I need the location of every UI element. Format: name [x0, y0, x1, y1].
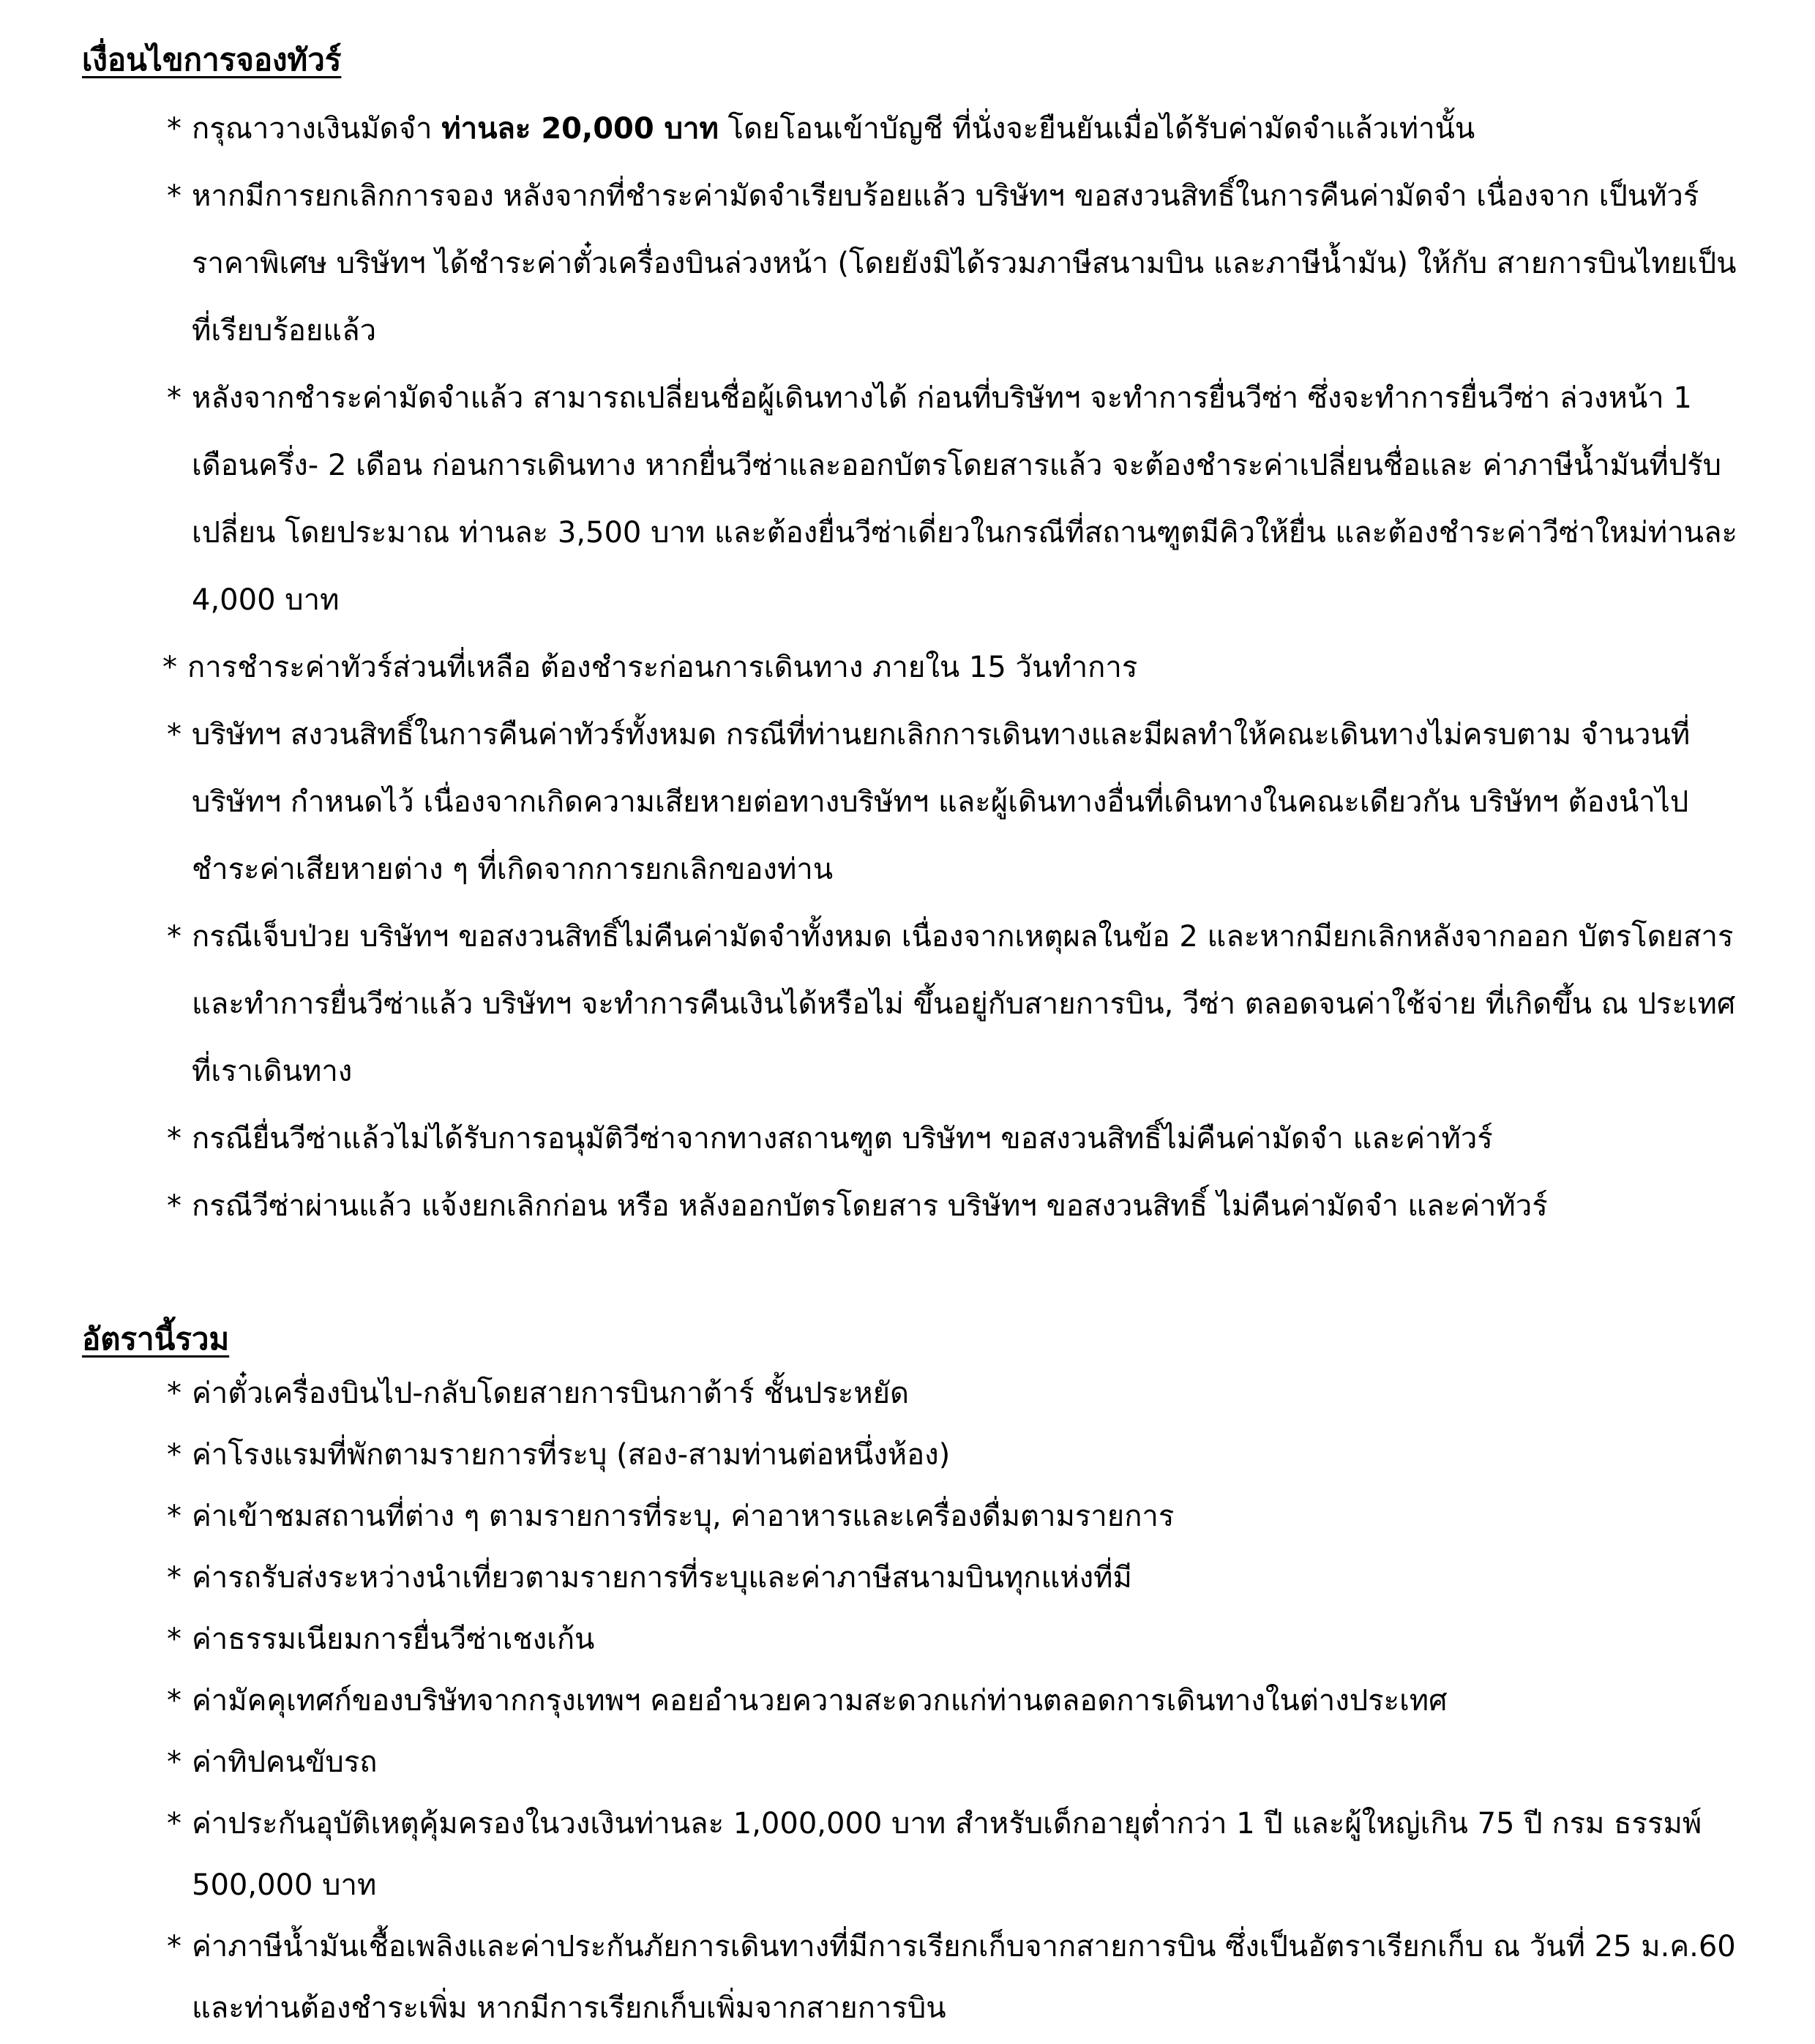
bullet-marker: *	[167, 1500, 182, 1533]
condition-visa-rejected-text: กรณียื่นวีซ่าแล้วไม่ได้รับการอนุมัติวีซ่าจากทางสถานฑูต บริษัทฯ ขอสงวนสิทธิ์ไม่คืนค่ามัดจำ และค่าทัวร์	[192, 1122, 1493, 1156]
bullet-marker: *	[162, 651, 177, 684]
bullet-marker: *	[167, 1622, 182, 1656]
bullet-marker: *	[167, 381, 182, 415]
bullet-marker: *	[167, 1377, 182, 1410]
condition-item-visa-rejected	[167, 1105, 1748, 1172]
condition-deposit-pre: กรุณาวางเงินมัดจำ	[192, 112, 442, 146]
included-fuel-surcharge-text: ค่าภาษีน้ำมันเชื้อเพลิงและค่าประกันภัยการเดินทางที่มีการเรียกเก็บจากสายการบิน ซึ่งเป็นอัตราเรียกเก็บ ณ วันที่ 25 ม.ค.60 และท่านต้องชำระเพิ่ม หากมีการเรียกเก็บเพิ่มจากสายการบิน	[192, 1930, 1736, 2025]
bullet-marker: *	[167, 920, 182, 954]
bullet-marker: *	[167, 1561, 182, 1595]
condition-item-visa-approved-cancel	[167, 1172, 1748, 1240]
bullet-marker: *	[167, 1807, 182, 1841]
included-item-airfare	[167, 1363, 1748, 1424]
bullet-marker: *	[167, 1122, 182, 1156]
included-item-transport-tax	[167, 1547, 1748, 1609]
condition-item-cancellation	[167, 162, 1748, 364]
bullet-marker: *	[167, 1930, 182, 1963]
condition-item-balance-payment	[162, 634, 1748, 701]
included-item-driver-tip	[167, 1732, 1748, 1793]
included-admission-meals-text: ค่าเข้าชมสถานที่ต่าง ๆ ตามรายการที่ระบุ, ค่าอาหารและเครื่องดื่มตามรายการ	[192, 1500, 1175, 1533]
bullet-marker: *	[167, 1438, 182, 1472]
included-item-insurance	[167, 1793, 1748, 1916]
condition-balance-payment-text: การชำระค่าทัวร์ส่วนที่เหลือ ต้องชำระก่อนการเดินทาง ภายใน 15 วันทำการ	[187, 651, 1138, 684]
included-list	[167, 1363, 1748, 2039]
included-insurance-text: ค่าประกันอุบัติเหตุคุ้มครองในวงเงินท่านละ 1,000,000 บาท สำหรับเด็กอายุต่ำกว่า 1 ปี และผู้ใหญ่เกิน 75 ปี กรม ธรรมพ์ 500,000 บาท	[192, 1807, 1702, 1902]
condition-deposit-post: โดยโอนเข้าบัญชี ที่นั่งจะยืนยันเมื่อได้รับค่ามัดจำแล้วเท่านั้น	[718, 112, 1475, 146]
bullet-marker: *	[167, 1745, 182, 1779]
condition-item-deposit	[167, 95, 1748, 162]
bullet-marker: *	[167, 1189, 182, 1223]
included-hotel-text: ค่าโรงแรมที่พักตามรายการที่ระบุ (สอง-สามท่านต่อหนึ่งห้อง)	[192, 1438, 951, 1472]
included-visa-fee-text: ค่าธรรมเนียมการยื่นวีซ่าเชงเก้น	[192, 1622, 595, 1656]
bullet-marker: *	[167, 112, 182, 146]
included-driver-tip-text: ค่าทิปคนขับรถ	[192, 1745, 378, 1779]
condition-name-change-text: หลังจากชำระค่ามัดจำแล้ว สามารถเปลี่ยนชื่อผู้เดินทางได้ ก่อนที่บริษัทฯ จะทำการยื่นวีซ่า ซึ่งจะทำการยื่นวีซ่า ล่วงหน้า 1 เดือนครึ่ง- 2 เดือน ก่อนการเดินทาง หากยื่นวีซ่าและออกบัตรโดยสารแล้ว จะต้องชำระค่าเปลี่ยนชื่อและ ค่าภาษีน้ำมันที่ปรับเปลี่ยน โดยประมาณ ท่านละ 3,500 บาท และต้องยื่นวีซ่าเดี่ยวในกรณีที่สถานฑูตมีคิวให้ยื่น และต้องชำระค่าวีซ่าใหม่ท่านละ 4,000 บาท	[192, 381, 1737, 617]
included-tour-guide-text: ค่ามัคคุเทศก์ของบริษัทจากกรุงเทพฯ คอยอำนวยความสะดวกแก่ท่านตลอดการเดินทางในต่างประเทศ	[192, 1684, 1448, 1718]
included-transport-tax-text: ค่ารถรับส่งระหว่างนำเที่ยวตามรายการที่ระบุและค่าภาษีสนามบินทุกแห่งที่มี	[192, 1561, 1132, 1595]
bullet-marker: *	[167, 1684, 182, 1718]
included-item-tour-guide	[167, 1670, 1748, 1732]
condition-refund-rights-text: บริษัทฯ สงวนสิทธิ์ในการคืนค่าทัวร์ทั้งหมด กรณีที่ท่านยกเลิกการเดินทางและมีผลทำให้คณะเดินทางไม่ครบตาม จำนวนที่บริษัทฯ กำหนดไว้ เนื่องจากเกิดความเสียหายต่อทางบริษัทฯ และผู้เดินทางอื่นที่เดินทางในคณะเดียวกัน บริษัทฯ ต้องนำไปชำระค่าเสียหายต่าง ๆ ที่เกิดจากการยกเลิกของท่าน	[192, 718, 1691, 886]
included-airfare-text: ค่าตั๋วเครื่องบินไป-กลับโดยสายการบินกาต้าร์ ชั้นประหยัด	[192, 1377, 909, 1410]
included-item-admission-meals	[167, 1486, 1748, 1547]
included-heading: อัตรานี้รวม	[82, 1321, 230, 1357]
conditions-heading: เงื่อนไขการจองทัวร์	[82, 42, 342, 78]
included-item-fuel-surcharge	[167, 1916, 1748, 2039]
condition-deposit-amount: ท่านละ 20,000 บาท	[441, 112, 719, 146]
condition-item-name-change	[167, 364, 1748, 634]
condition-visa-approved-cancel-text: กรณีวีซ่าผ่านแล้ว แจ้งยกเลิกก่อน หรือ หลังออกบัตรโดยสาร บริษัทฯ ขอสงวนสิทธิ์ ไม่คืนค่ามัดจำ และค่าทัวร์	[192, 1189, 1548, 1223]
included-item-visa-fee	[167, 1609, 1748, 1670]
condition-item-illness	[167, 903, 1748, 1105]
bullet-marker: *	[167, 718, 182, 752]
conditions-list	[162, 95, 1748, 1240]
condition-item-refund-rights	[167, 701, 1748, 903]
condition-illness-text: กรณีเจ็บป่วย บริษัทฯ ขอสงวนสิทธิ์ไม่คืนค่ามัดจำทั้งหมด เนื่องจากเหตุผลในข้อ 2 และหากมียกเลิกหลังจากออก บัตรโดยสารและทำการยื่นวีซ่าแล้ว บริษัทฯ จะทำการคืนเงินได้หรือไม่ ขึ้นอยู่กับสายการบิน, วีซ่า ตลอดจนค่าใช้จ่าย ที่เกิดขึ้น ณ ประเทศที่เราเดินทาง	[192, 920, 1736, 1088]
condition-cancellation-text: หากมีการยกเลิกการจอง หลังจากที่ชำระค่ามัดจำเรียบร้อยแล้ว บริษัทฯ ขอสงวนสิทธิ์ในการคืนค่ามัดจำ เนื่องจาก เป็นทัวร์ราคาพิเศษ บริษัทฯ ได้ชำระค่าตั๋วเครื่องบินล่วงหน้า (โดยยังมิได้รวมภาษีสนามบิน และภาษีน้ำมัน) ให้กับ สายการบินไทยเป็นที่เรียบร้อยแล้ว	[192, 179, 1737, 348]
included-item-hotel	[167, 1424, 1748, 1486]
bullet-marker: *	[167, 179, 182, 213]
